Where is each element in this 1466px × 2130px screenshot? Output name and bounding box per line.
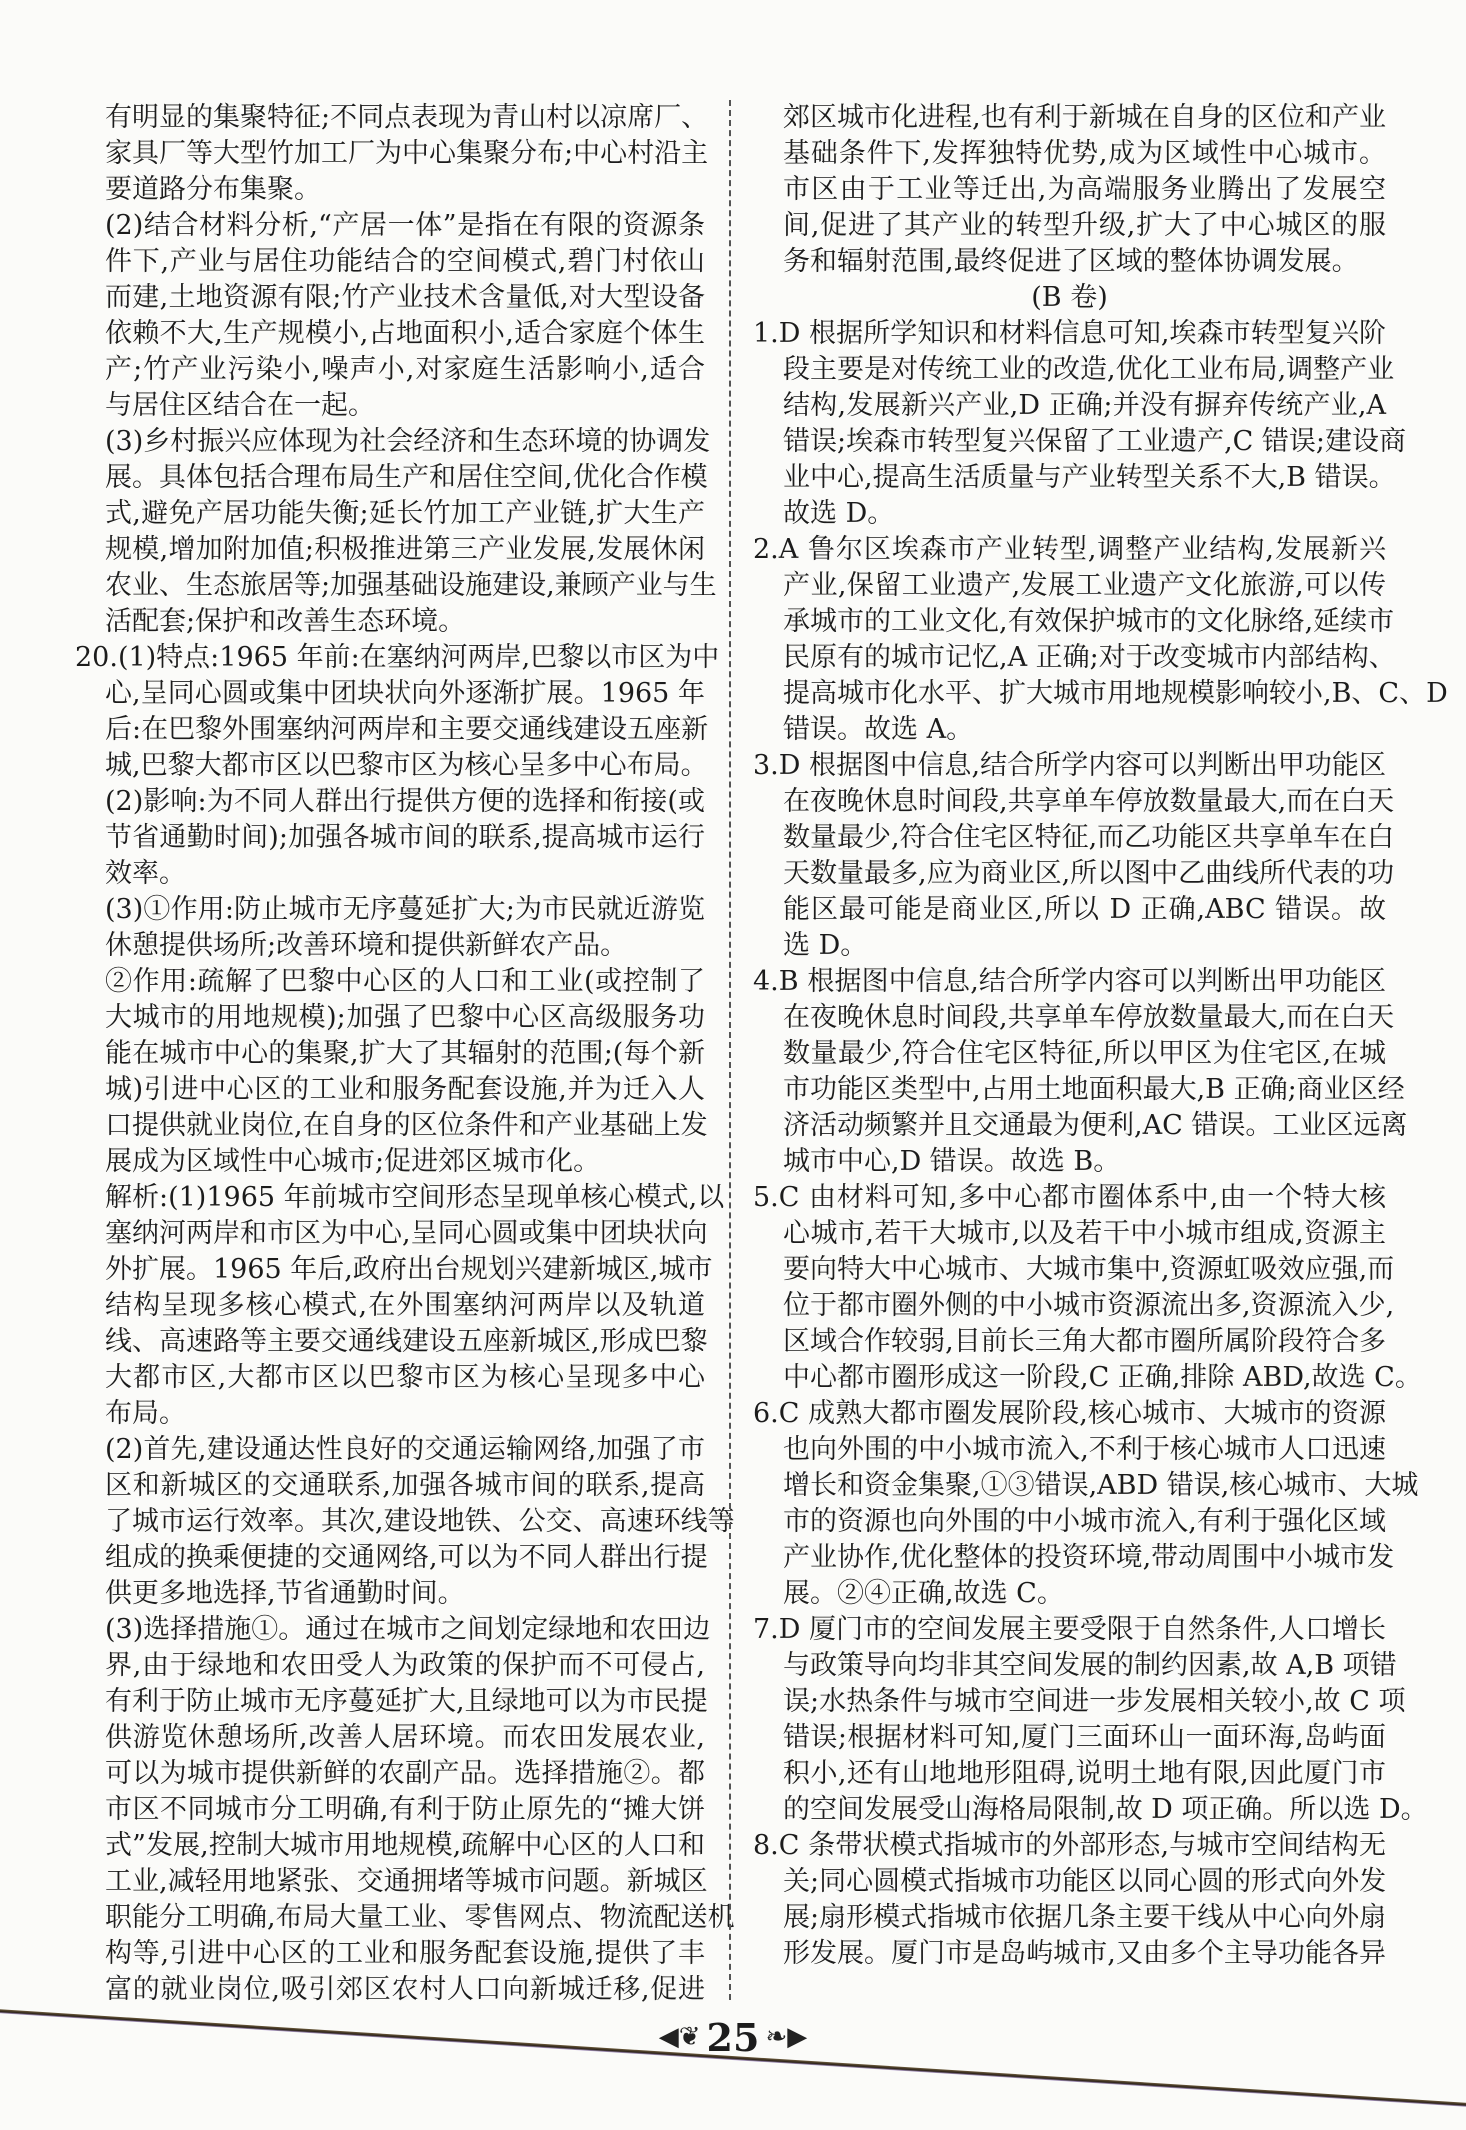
text-line: 民原有的城市记忆,A 正确;对于改变城市内部结构、 <box>783 642 1396 673</box>
page-number-footer <box>633 2015 833 2059</box>
text-line: 在夜晚休息时间段,共享单车停放数量最大,而在白天 <box>783 786 1395 817</box>
text-line: 展。具体包括合理布局生产和居住空间,优化合作模 <box>105 462 708 493</box>
text-line: 市区由于工业等迁出,为高端服务业腾出了发展空 <box>783 174 1386 205</box>
text-line: 错误;根据材料可知,厦门三面环山一面环海,岛屿面 <box>783 1722 1386 1753</box>
text-line: 能在城市中心的集聚,扩大了其辐射的范围;(每个新 <box>105 1038 705 1069</box>
text-line: 误;水热条件与城市空间进一步发展相关较小,故 C 项 <box>783 1686 1406 1717</box>
text-line: 区域合作较弱,目前长三角大都市圈所属阶段符合多 <box>783 1326 1386 1357</box>
text-line: 要道路分布集聚。 <box>105 174 321 205</box>
text-line: (2)首先,建设通达性良好的交通运输网络,加强了市 <box>105 1434 705 1465</box>
text-line: 济活动频繁并且交通最为便利,AC 错误。工业区远离 <box>783 1110 1408 1141</box>
text-line: 节省通勤时间);加强各城市间的联系,提高城市运行 <box>105 822 705 853</box>
text-line: 增长和资金集聚,①③错误,ABD 错误,核心城市、大城 <box>783 1470 1419 1501</box>
left-text-column <box>75 100 735 2008</box>
text-line: 城,巴黎大都市区以巴黎市区为核心呈多中心布局。 <box>105 750 708 781</box>
text-line: 6.C 成熟大都市圈发展阶段,核心城市、大城市的资源 <box>753 1398 1386 1429</box>
text-line: 布局。 <box>105 1398 186 1429</box>
text-line: 务和辐射范围,最终促进了区域的整体协调发展。 <box>783 246 1359 277</box>
text-line: 大城市的用地规模);加强了巴黎中心区高级服务功 <box>105 1002 705 1033</box>
text-line: 有明显的集聚特征;不同点表现为青山村以凉席厂、 <box>105 102 709 133</box>
text-line: 城市中心,D 错误。故选 B。 <box>783 1146 1121 1177</box>
page-number: 25 <box>706 2014 760 2060</box>
text-line: 界,由于绿地和农田受人为政策的保护而不可侵占, <box>105 1650 705 1681</box>
text-line: 城)引进中心区的工业和服务配套设施,并为迁入人 <box>105 1074 705 1105</box>
text-line: 活配套;保护和改善生态环境。 <box>105 606 466 637</box>
text-line: 外扩展。1965 年后,政府出台规划兴建新城区,城市 <box>105 1254 713 1285</box>
text-line: 件下,产业与居住功能结合的空间模式,碧门村依山 <box>105 246 705 277</box>
text-line: 了城市运行效率。其次,建设地铁、公交、高速环线等 <box>105 1506 735 1537</box>
text-line: 3.D 根据图中信息,结合所学内容可以判断出甲功能区 <box>753 750 1386 781</box>
text-line: 积小,还有山地地形阻碍,说明土地有限,因此厦门市 <box>783 1758 1386 1789</box>
text-line: ②作用:疏解了巴黎中心区的人口和工业(或控制了 <box>105 966 705 997</box>
text-line: 选 D。 <box>783 930 868 961</box>
text-line: 口提供就业岗位,在自身的区位条件和产业基础上发 <box>105 1110 708 1141</box>
text-line: 的空间发展受山海格局限制,故 D 项正确。所以选 D。 <box>783 1794 1428 1825</box>
text-line: 休憩提供场所;改善环境和提供新鲜农产品。 <box>105 930 628 961</box>
text-line: 供游览休憩场所,改善人居环境。而农田发展农业, <box>105 1722 705 1753</box>
text-line: 区和新城区的交通联系,加强各城市间的联系,提高 <box>105 1470 705 1501</box>
text-line: 解析:(1)1965 年前城市空间形态呈现单核心模式,以 <box>105 1182 725 1213</box>
text-line: 关;同心圆模式指城市功能区以同心圆的形式向外发 <box>783 1866 1387 1897</box>
text-line: 可以为城市提供新鲜的农副产品。选择措施②。都 <box>105 1758 705 1789</box>
text-line: 展;扇形模式指城市依据几条主要干线从中心向外扇 <box>783 1902 1387 1933</box>
text-line: 组成的换乘便捷的交通网络,可以为不同人群出行提 <box>105 1542 708 1573</box>
text-line: 后:在巴黎外围塞纳河两岸和主要交通线建设五座新 <box>105 714 709 745</box>
text-line: 能区最可能是商业区,所以 D 正确,ABC 错误。故 <box>783 894 1386 925</box>
text-line: (3)选择措施①。通过在城市之间划定绿地和农田边 <box>105 1614 711 1645</box>
text-line: 形发展。厦门市是岛屿城市,又由多个主导功能各异 <box>783 1938 1386 1969</box>
text-line: 规模,增加附加值;积极推进第三产业发展,发展休闲 <box>105 534 705 565</box>
text-line: 与居住区结合在一起。 <box>105 390 375 421</box>
text-line: (3)乡村振兴应体现为社会经济和生态环境的协调发 <box>105 426 711 457</box>
text-line: 1.D 根据所学知识和材料信息可知,埃森市转型复兴阶 <box>753 318 1386 349</box>
text-line: 也向外围的中小城市流入,不利于核心城市人口迅速 <box>783 1434 1386 1465</box>
text-line: 式,避免产居功能失衡;延长竹加工产业链,扩大生产 <box>105 498 705 529</box>
text-line: 数量最少,符合住宅区特征,所以甲区为住宅区,在城 <box>783 1038 1386 1069</box>
text-line: 5.C 由材料可知,多中心都市圈体系中,由一个特大核 <box>753 1182 1386 1213</box>
text-line: 错误;埃森市转型复兴保留了工业遗产,C 错误;建设商 <box>783 426 1407 457</box>
text-line: 而建,土地资源有限;竹产业技术含量低,对大型设备 <box>105 282 705 313</box>
text-line: 市的资源也向外围的中小城市流入,有利于强化区域 <box>783 1506 1386 1537</box>
text-line: 2.A 鲁尔区埃森市产业转型,调整产业结构,发展新兴 <box>753 534 1386 565</box>
text-line: 市区不同城市分工明确,有利于防止原先的“摊大饼 <box>105 1794 705 1825</box>
text-line: 线、高速路等主要交通线建设五座新城区,形成巴黎 <box>105 1326 708 1357</box>
text-line: 效率。 <box>105 858 186 889</box>
text-line: 展。②④正确,故选 C。 <box>783 1578 1064 1609</box>
text-line: 有利于防止城市无序蔓延扩大,且绿地可以为市民提 <box>105 1686 708 1717</box>
text-line: 式”发展,控制大城市用地规模,疏解中心区的人口和 <box>105 1830 705 1861</box>
text-line: 错误。故选 A。 <box>783 714 974 745</box>
text-line: 构等,引进中心区的工业和服务配套设施,提供了丰 <box>105 1938 705 1969</box>
ornament-right-icon: ❧▶ <box>765 2022 808 2052</box>
text-line: (3)①作用:防止城市无序蔓延扩大;为市民就近游览 <box>105 894 705 925</box>
text-line: 20.(1)特点:1965 年前:在塞纳河两岸,巴黎以市区为中 <box>75 642 720 673</box>
text-line: 依赖不大,生产规模小,占地面积小,适合家庭个体生 <box>105 318 705 349</box>
text-line: (2)结合材料分析,“产居一体”是指在有限的资源条 <box>105 210 705 241</box>
text-line: 产业,保留工业遗产,发展工业遗产文化旅游,可以传 <box>783 570 1386 601</box>
text-line: 与政策导向均非其空间发展的制约因素,故 A,B 项错 <box>783 1650 1397 1681</box>
text-line: 天数量最多,应为商业区,所以图中乙曲线所代表的功 <box>783 858 1395 889</box>
text-line: 市功能区类型中,占用土地面积最大,B 正确;商业区经 <box>783 1074 1405 1105</box>
text-line: 业中心,提高生活质量与产业转型关系不大,B 错误。 <box>783 462 1396 493</box>
text-line: 大都市区,大都市区以巴黎市区为核心呈现多中心 <box>105 1362 705 1393</box>
section-heading: (B 卷) <box>1031 282 1108 313</box>
text-line: 农业、生态旅居等;加强基础设施建设,兼顾产业与生 <box>105 570 717 601</box>
text-line: 心城市,若干大城市,以及若干中小城市组成,资源主 <box>783 1218 1386 1249</box>
text-line: 工业,减轻用地紧张、交通拥堵等城市问题。新城区 <box>105 1866 708 1897</box>
text-line: 结构,发展新兴产业,D 正确;并没有摒弃传统产业,A <box>783 390 1386 421</box>
text-line: 结构呈现多核心模式,在外围塞纳河两岸以及轨道 <box>105 1290 705 1321</box>
text-line: 数量最少,符合住宅区特征,而乙功能区共享单车在白 <box>783 822 1395 853</box>
text-line: 心,呈同心圆或集中团块状向外逐渐扩展。1965 年 <box>105 678 705 709</box>
text-line: 基础条件下,发挥独特优势,成为区域性中心城市。 <box>783 138 1386 169</box>
text-line: 位于都市圈外侧的中小城市资源流出多,资源流入少, <box>783 1290 1395 1321</box>
text-line: 故选 D。 <box>783 498 895 529</box>
text-line: 段主要是对传统工业的改造,优化工业布局,调整产业 <box>783 354 1395 385</box>
text-line: 中心都市圈形成这一阶段,C 正确,排除 ABD,故选 C。 <box>783 1362 1422 1393</box>
text-line: 7.D 厦门市的空间发展主要受限于自然条件,人口增长 <box>753 1614 1386 1645</box>
ornament-left-icon: ◀❦ <box>658 2022 701 2052</box>
text-line: 提高城市化水平、扩大城市用地规模影响较小,B、C、D <box>783 678 1448 709</box>
text-line: 展成为区域性中心城市;促进郊区城市化。 <box>105 1146 601 1177</box>
text-line: 产业协作,优化整体的投资环境,带动周围中小城市发 <box>783 1542 1395 1573</box>
text-line: 承城市的工业文化,有效保护城市的文化脉络,延续市 <box>783 606 1395 637</box>
text-line: (2)影响:为不同人群出行提供方便的选择和衔接(或 <box>105 786 705 817</box>
text-line: 要向特大中心城市、大城市集中,资源虹吸效应强,而 <box>783 1254 1395 1285</box>
text-line: 8.C 条带状模式指城市的外部形态,与城市空间结构无 <box>753 1830 1386 1861</box>
text-line: 富的就业岗位,吸引郊区农村人口向新城迁移,促进 <box>105 1974 705 2005</box>
right-text-column <box>753 100 1448 1972</box>
text-line: 职能分工明确,布局大量工业、零售网点、物流配送机 <box>105 1902 735 1933</box>
text-line: 塞纳河两岸和市区为中心,呈同心圆或集中团块状向 <box>105 1218 708 1249</box>
text-line: 4.B 根据图中信息,结合所学内容可以判断出甲功能区 <box>753 966 1386 997</box>
text-line: 郊区城市化进程,也有利于新城在自身的区位和产业 <box>783 102 1386 133</box>
text-line: 产;竹产业污染小,噪声小,对家庭生活影响小,适合 <box>105 354 705 385</box>
text-line: 家具厂等大型竹加工厂为中心集聚分布;中心村沿主 <box>105 138 709 169</box>
text-line: 供更多地选择,节省通勤时间。 <box>105 1578 465 1609</box>
text-line: 在夜晚休息时间段,共享单车停放数量最大,而在白天 <box>783 1002 1395 1033</box>
column-divider <box>729 100 731 2000</box>
text-line: 间,促进了其产业的转型升级,扩大了中心城区的服 <box>783 210 1386 241</box>
